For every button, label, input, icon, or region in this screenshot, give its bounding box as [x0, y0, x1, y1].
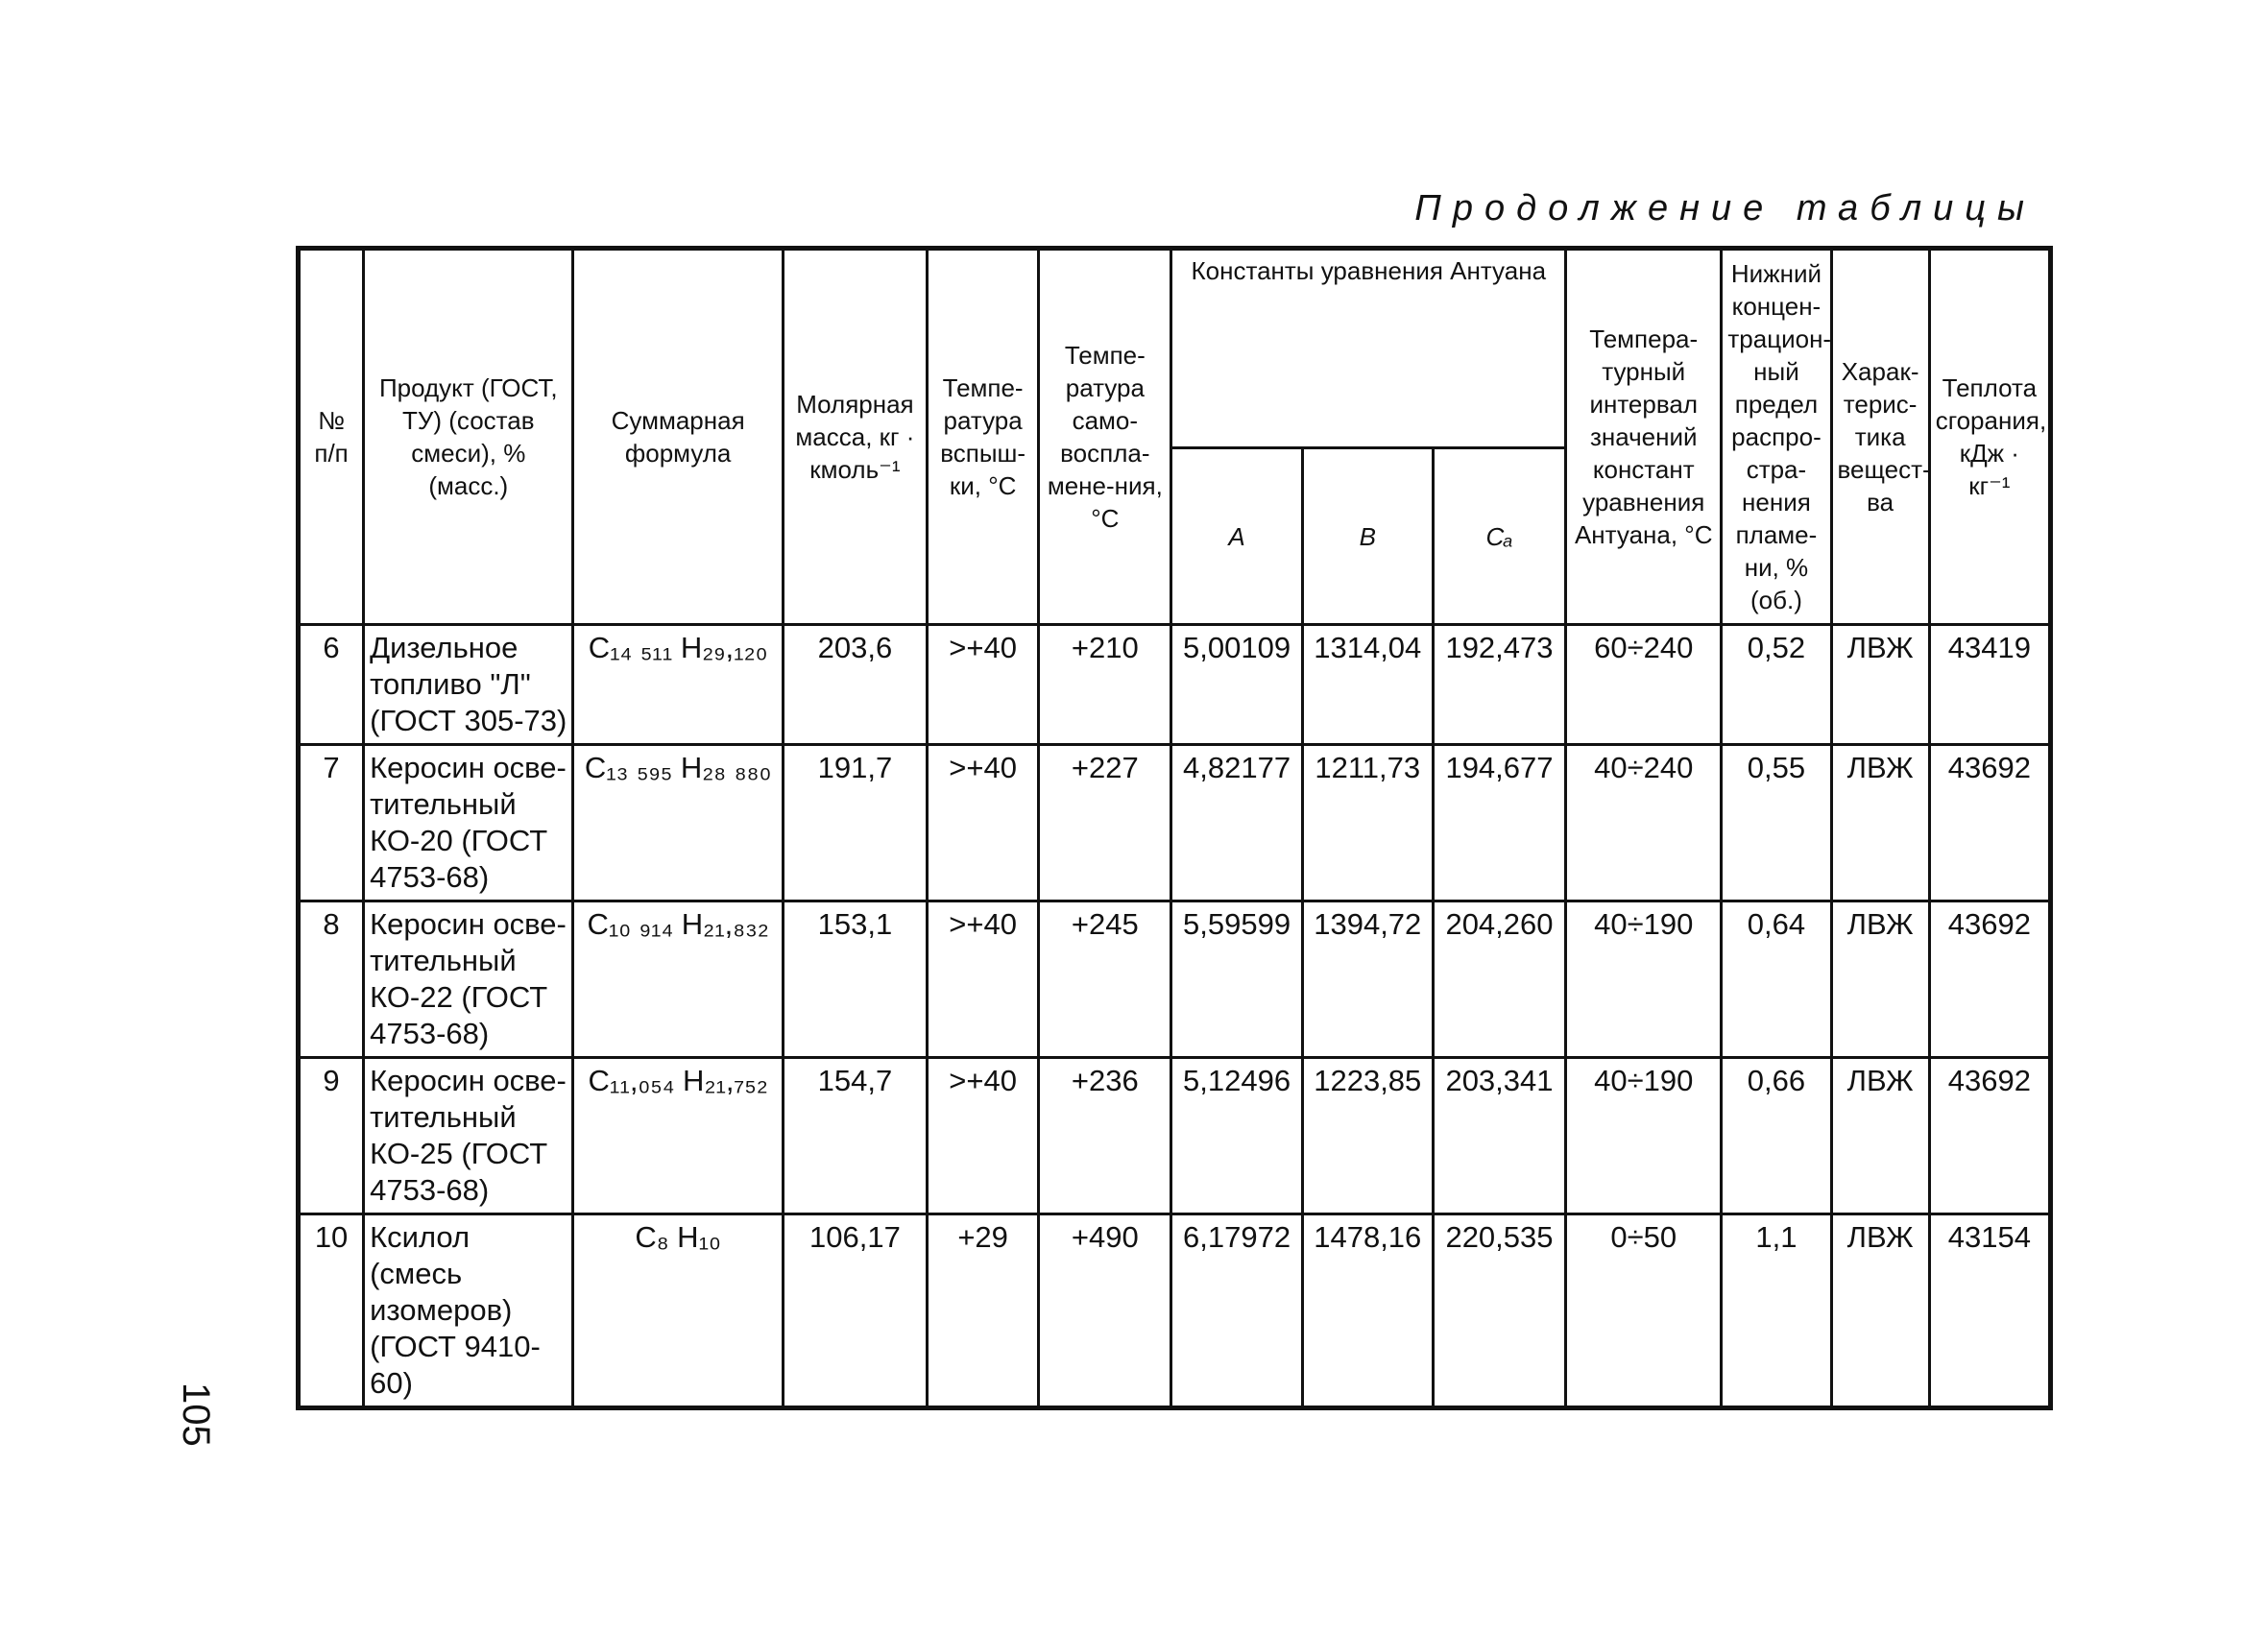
cell-formula: C₁₃ ₅₉₅ H₂₈ ₈₈₀: [573, 745, 783, 901]
table-row: [299, 901, 2051, 1058]
cell-antoine-ca: 220,535: [1433, 1214, 1565, 1408]
cell-flash-temp: +29: [928, 1214, 1039, 1408]
cell-antoine-b: 1478,16: [1302, 1214, 1433, 1408]
cell-temp-interval: 40÷190: [1566, 1058, 1722, 1214]
cell-antoine-ca: 194,677: [1433, 745, 1565, 901]
table-row: [299, 745, 2051, 901]
cell-antoine-b: 1394,72: [1302, 901, 1433, 1058]
header-characteristic: Харак-терис-тика вещест-ва: [1831, 249, 1929, 625]
cell-autoignition-temp: +227: [1039, 745, 1171, 901]
cell-characteristic: ЛВЖ: [1831, 1058, 1929, 1214]
substance-properties-table: [296, 246, 2053, 1410]
table-row: [299, 625, 2051, 745]
cell-lower-limit: 0,55: [1722, 745, 1831, 901]
cell-product: Ксилол (смесь изомеров) (ГОСТ 9410-60): [364, 1214, 573, 1408]
cell-no: 6: [299, 625, 364, 745]
cell-no: 7: [299, 745, 364, 901]
cell-product: Дизельное топливо "Л" (ГОСТ 305-73): [364, 625, 573, 745]
cell-flash-temp: >+40: [928, 901, 1039, 1058]
cell-combustion-heat: 43692: [1929, 745, 2050, 901]
cell-no: 8: [299, 901, 364, 1058]
cell-characteristic: ЛВЖ: [1831, 901, 1929, 1058]
cell-no: 10: [299, 1214, 364, 1408]
table-continuation-label: Продолжение таблицы: [1414, 188, 2036, 228]
cell-antoine-b: 1211,73: [1302, 745, 1433, 901]
header-formula: Суммарная формула: [573, 249, 783, 625]
cell-temp-interval: 0÷50: [1566, 1214, 1722, 1408]
cell-product: Керосин осве-тительный КО-20 (ГОСТ 4753-68): [364, 745, 573, 901]
cell-autoignition-temp: +245: [1039, 901, 1171, 1058]
cell-lower-limit: 0,66: [1722, 1058, 1831, 1214]
cell-antoine-a: 6,17972: [1171, 1214, 1302, 1408]
cell-molar-mass: 191,7: [783, 745, 927, 901]
cell-antoine-a: 5,59599: [1171, 901, 1302, 1058]
header-temp-interval: Темпера-турный интервал значений констант уравнения Антуана, °С: [1566, 249, 1722, 625]
cell-characteristic: ЛВЖ: [1831, 625, 1929, 745]
cell-antoine-a: 4,82177: [1171, 745, 1302, 901]
header-antoine-constants: Константы уравнения Антуана: [1171, 249, 1566, 448]
cell-molar-mass: 153,1: [783, 901, 927, 1058]
cell-product: Керосин осве-тительный КО-22 (ГОСТ 4753-68): [364, 901, 573, 1058]
cell-product: Керосин осве-тительный КО-25 (ГОСТ 4753-68): [364, 1058, 573, 1214]
table-row: [299, 1058, 2051, 1214]
header-lower-limit: Нижний концен-трацион-ный предел распро-стра-нения пламе-ни, % (об.): [1722, 249, 1831, 625]
cell-antoine-b: 1223,85: [1302, 1058, 1433, 1214]
cell-combustion-heat: 43692: [1929, 1058, 2050, 1214]
cell-combustion-heat: 43419: [1929, 625, 2050, 745]
page-number: 105: [175, 1382, 217, 1447]
cell-combustion-heat: 43154: [1929, 1214, 2050, 1408]
cell-autoignition-temp: +490: [1039, 1214, 1171, 1408]
cell-molar-mass: 106,17: [783, 1214, 927, 1408]
cell-autoignition-temp: +210: [1039, 625, 1171, 745]
cell-antoine-a: 5,12496: [1171, 1058, 1302, 1214]
cell-flash-temp: >+40: [928, 745, 1039, 901]
table-row: [299, 1214, 2051, 1408]
header-no: № п/п: [299, 249, 364, 625]
cell-temp-interval: 40÷240: [1566, 745, 1722, 901]
header-flash-temp: Темпе-ратура вспыш-ки, °С: [928, 249, 1039, 625]
cell-formula: C₁₀ ₉₁₄ H₂₁,₈₃₂: [573, 901, 783, 1058]
cell-antoine-ca: 204,260: [1433, 901, 1565, 1058]
table-header-row: [299, 249, 2051, 448]
cell-autoignition-temp: +236: [1039, 1058, 1171, 1214]
cell-formula: C₈ H₁₀: [573, 1214, 783, 1408]
cell-formula: C₁₄ ₅₁₁ H₂₉,₁₂₀: [573, 625, 783, 745]
cell-formula: C₁₁,₀₅₄ H₂₁,₇₅₂: [573, 1058, 783, 1214]
cell-flash-temp: >+40: [928, 1058, 1039, 1214]
header-antoine-b: B: [1302, 448, 1433, 625]
header-antoine-ca: Cₐ: [1433, 448, 1565, 625]
cell-antoine-ca: 203,341: [1433, 1058, 1565, 1214]
cell-no: 9: [299, 1058, 364, 1214]
header-antoine-a: A: [1171, 448, 1302, 625]
cell-flash-temp: >+40: [928, 625, 1039, 745]
cell-characteristic: ЛВЖ: [1831, 745, 1929, 901]
header-product: Продукт (ГОСТ, ТУ) (состав смеси), % (масс.): [364, 249, 573, 625]
cell-combustion-heat: 43692: [1929, 901, 2050, 1058]
cell-lower-limit: 1,1: [1722, 1214, 1831, 1408]
cell-lower-limit: 0,64: [1722, 901, 1831, 1058]
cell-antoine-a: 5,00109: [1171, 625, 1302, 745]
cell-temp-interval: 40÷190: [1566, 901, 1722, 1058]
cell-antoine-ca: 192,473: [1433, 625, 1565, 745]
cell-molar-mass: 154,7: [783, 1058, 927, 1214]
header-combustion-heat: Теплота сгорания, кДж · кг⁻¹: [1929, 249, 2050, 625]
cell-molar-mass: 203,6: [783, 625, 927, 745]
cell-temp-interval: 60÷240: [1566, 625, 1722, 745]
cell-antoine-b: 1314,04: [1302, 625, 1433, 745]
cell-characteristic: ЛВЖ: [1831, 1214, 1929, 1408]
cell-lower-limit: 0,52: [1722, 625, 1831, 745]
header-molar-mass: Молярная масса, кг · кмоль⁻¹: [783, 249, 927, 625]
header-autoignition-temp: Темпе-ратура само-воспла-мене-ния, °С: [1039, 249, 1171, 625]
